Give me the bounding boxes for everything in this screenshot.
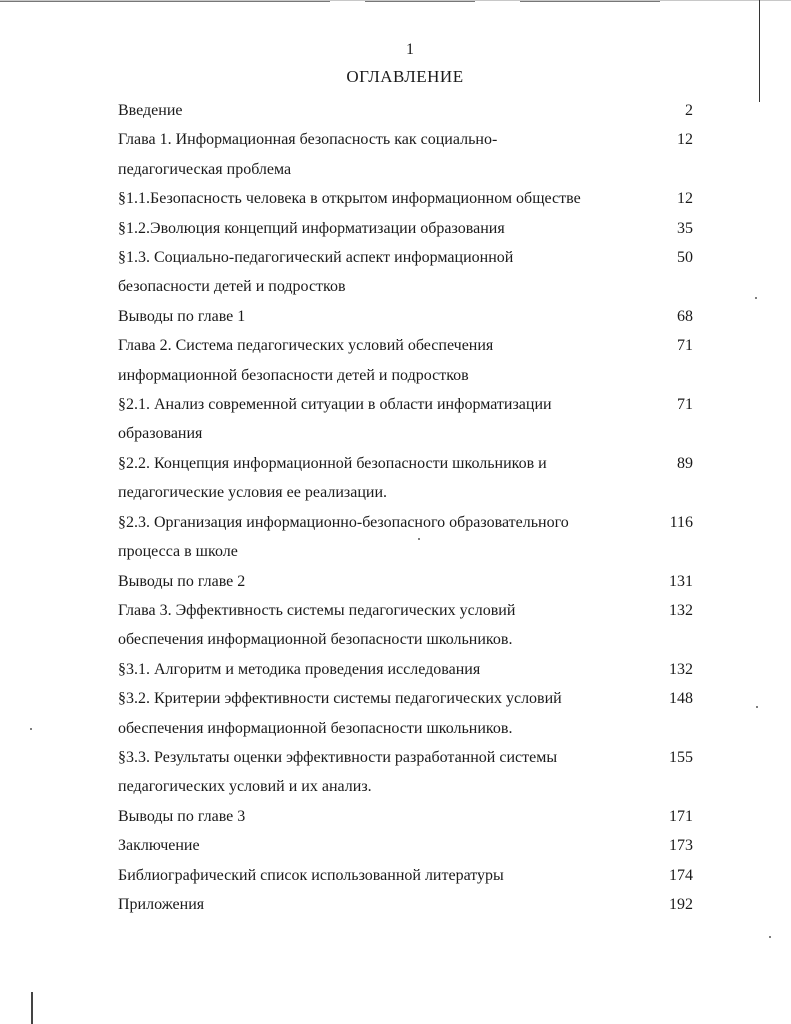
toc-entry-title-line: Глава 1. Информационная безопасность как социально- (118, 131, 498, 149)
toc-entry-page-number: 132 (669, 601, 693, 619)
toc-entry-title (118, 861, 638, 890)
toc-entry[interactable] (118, 596, 693, 655)
toc-entry-title-line: §2.1. Анализ современной ситуации в области информатизации (118, 396, 552, 414)
toc-entry[interactable] (118, 861, 693, 890)
toc-entry-page-number: 171 (669, 807, 693, 825)
table-of-contents (118, 96, 693, 919)
toc-entry-title (118, 302, 638, 331)
toc-entry-title-line: безопасности детей и подростков (118, 278, 346, 296)
scan-speck (755, 297, 757, 299)
toc-entry[interactable] (118, 390, 693, 449)
toc-entry[interactable] (118, 802, 693, 831)
toc-entry-title (118, 596, 638, 655)
toc-entry-title (118, 214, 638, 243)
toc-entry-title (118, 96, 638, 125)
toc-entry-title (118, 390, 638, 449)
scan-speck (30, 728, 32, 730)
toc-entry[interactable] (118, 890, 693, 919)
toc-entry-title-line: Выводы по главе 3 (118, 807, 246, 825)
toc-entry-page-number: 131 (669, 572, 693, 590)
page-number: 1 (406, 41, 414, 58)
toc-entry-title-line: обеспечения информационной безопасности школьников. (118, 719, 513, 737)
scan-top-segment (520, 1, 660, 2)
toc-entry[interactable] (118, 214, 693, 243)
toc-entry-title-line: Выводы по главе 1 (118, 307, 246, 325)
toc-entry-title-line: §1.1.Безопасность человека в открытом информационном обществе (118, 190, 581, 208)
toc-entry[interactable] (118, 302, 693, 331)
toc-entry-title-line: Библиографический список использованной литературы (118, 866, 504, 884)
toc-entry-page-number: 148 (669, 690, 693, 708)
toc-entry-title-line: Введение (118, 102, 183, 119)
toc-entry-page-number: 71 (677, 396, 693, 414)
toc-entry[interactable] (118, 184, 693, 213)
toc-entry-title-line: Приложения (118, 895, 205, 913)
toc-entry-page-number: 116 (669, 513, 693, 531)
toc-entry-title-line: §1.2.Эволюция концепций информатизации образования (118, 219, 505, 237)
toc-entry-title-line: Выводы по главе 2 (118, 572, 246, 590)
toc-entry[interactable] (118, 684, 693, 743)
toc-entry-title (118, 890, 638, 919)
toc-entry-title-line: информационной безопасности детей и подростков (118, 366, 469, 384)
toc-entry-title (118, 802, 638, 831)
scan-top-segment (0, 1, 330, 2)
toc-entry-page-number: 35 (677, 219, 693, 237)
toc-entry-title-line: §3.3. Результаты оценки эффективности разработанной системы (118, 748, 558, 766)
toc-entry-title-line: педагогические условия ее реализации. (118, 484, 388, 502)
toc-entry[interactable] (118, 449, 693, 508)
toc-entry-title (118, 449, 638, 508)
toc-entry-title-line: §3.2. Критерии эффективности системы педагогических условий (118, 690, 562, 708)
toc-entry-page-number: 12 (677, 131, 693, 149)
toc-entry-page-number: 174 (669, 866, 693, 884)
toc-entry-title (118, 331, 638, 390)
scan-top-segment (365, 1, 475, 2)
toc-entry-title-line: §2.2. Концепция информационной безопасности школьников и (118, 454, 547, 472)
scan-speck (769, 936, 771, 938)
toc-entry-title-line: педагогическая проблема (118, 160, 292, 178)
scan-top-edge (0, 0, 791, 4)
toc-entry[interactable] (118, 243, 693, 302)
toc-entry-page-number: 71 (677, 337, 693, 355)
toc-entry[interactable] (118, 567, 693, 596)
toc-entry-title (118, 184, 638, 213)
toc-entry-title-line: образования (118, 425, 203, 443)
toc-entry-title (118, 831, 638, 860)
toc-entry-title (118, 125, 638, 184)
toc-entry[interactable] (118, 508, 693, 567)
toc-entry-page-number: 2 (685, 102, 693, 119)
toc-entry-page-number: 50 (677, 249, 693, 267)
toc-entry-page-number: 12 (677, 190, 693, 208)
toc-entry-title-line: Глава 2. Система педагогических условий обеспечения (118, 337, 494, 355)
toc-entry-page-number: 155 (669, 748, 693, 766)
toc-entry-page-number: 192 (669, 895, 693, 913)
scan-left-edge-line (31, 992, 33, 1024)
toc-entry-page-number: 173 (669, 837, 693, 855)
toc-entry[interactable] (118, 125, 693, 184)
toc-entry-page-number: 68 (677, 307, 693, 325)
toc-entry[interactable] (118, 96, 693, 125)
scan-speck (756, 706, 758, 708)
toc-entry-title (118, 567, 638, 596)
toc-entry-title-line: Заключение (118, 837, 200, 855)
toc-entry[interactable] (118, 743, 693, 802)
toc-entry-title (118, 684, 638, 743)
toc-entry[interactable] (118, 331, 693, 390)
toc-entry[interactable] (118, 655, 693, 684)
toc-entry-title (118, 508, 638, 567)
toc-entry[interactable] (118, 831, 693, 860)
page-title: ОГЛАВЛЕНИЕ (346, 67, 464, 86)
toc-entry-page-number: 89 (677, 454, 693, 472)
toc-entry-title-line: §3.1. Алгоритм и методика проведения исследования (118, 660, 481, 678)
toc-entry-page-number: 132 (669, 660, 693, 678)
toc-entry-title-line: процесса в школе (118, 543, 238, 561)
toc-entry-title-line: педагогических условий и их анализ. (118, 778, 372, 796)
toc-entry-title-line: §1.3. Социально-педагогический аспект информационной (118, 249, 514, 267)
toc-entry-title-line: обеспечения информационной безопасности школьников. (118, 631, 513, 649)
toc-entry-title (118, 243, 638, 302)
toc-entry-title (118, 743, 638, 802)
toc-entry-title-line: §2.3. Организация информационно-безопасного образовательного (118, 513, 569, 531)
toc-entry-title-line: Глава 3. Эффективность системы педагогических условий (118, 601, 516, 619)
scan-right-edge-line (759, 0, 760, 102)
toc-entry-title (118, 655, 638, 684)
